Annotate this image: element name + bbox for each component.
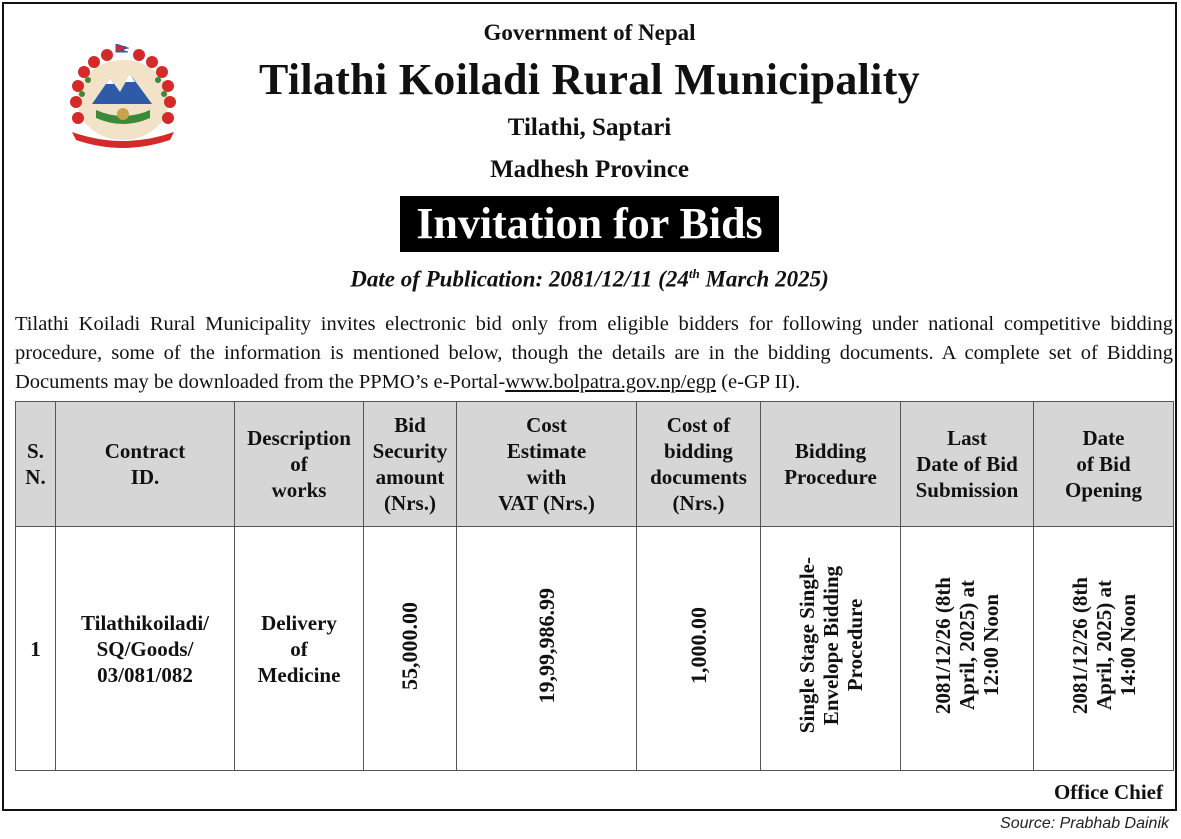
cell-last-submission: 2081/12/26 (8th April, 2025) at 12:00 Noon [901,527,1034,771]
province-heading: Madhesh Province [490,156,689,183]
intro-text-end: (e-GP II). [716,371,801,393]
header-cost-estimate: Cost Estimate with VAT (Nrs.) [457,402,637,527]
header-contract-id: Contract ID. [56,402,235,527]
header-last-submission: Last Date of Bid Submission [901,402,1034,527]
publication-date-sup: th [688,266,700,281]
header-bid-security: Bid Security amount (Nrs.) [364,402,457,527]
header-cost-documents: Cost of bidding documents (Nrs.) [637,402,761,527]
publication-date-prefix: Date of Publication: 2081/12/11 (24 [350,266,689,292]
publication-date-suffix: March 2025) [699,266,829,292]
cell-description: Delivery of Medicine [235,527,364,771]
publication-date [4,266,1175,293]
cell-procedure: Single Stage Single- Envelope Bidding Procedure [761,527,901,771]
location-heading: Tilathi, Saptari [507,114,672,141]
notice-frame [2,2,1177,811]
eportal-link[interactable]: www.bolpatra.gov.np/egp [505,371,717,393]
cell-contract-id: Tilathikoiladi/ SQ/Goods/ 03/081/082 [56,527,235,771]
header-sn: S. N. [16,402,56,527]
notice-title: Invitation for Bids [400,196,778,252]
cell-cost-documents: 1,000.00 [637,527,761,771]
cell-bid-security: 55,000.00 [364,527,457,771]
municipality-title: Tilathi Koiladi Rural Municipality [259,55,920,104]
cell-bid-opening: 2081/12/26 (8th April, 2025) at 14:00 Noon [1034,527,1174,771]
source-credit: Source: Prabhab Dainik [1000,815,1169,832]
header-bidding-procedure: Bidding Procedure [761,402,901,527]
header-description: Description of works [235,402,364,527]
government-heading: Government of Nepal [483,20,696,45]
table-header-row [16,402,1174,527]
bids-table [15,401,1174,771]
table-row [16,527,1174,771]
header-bid-opening: Date of Bid Opening [1034,402,1174,527]
intro-paragraph [15,310,1173,397]
signature: Office Chief [1053,780,1163,804]
notice-title-wrap [4,196,1175,252]
cell-sn: 1 [16,527,56,771]
intro-text: Tilathi Koiladi Rural Municipality invites electronic bid only from eligible bidders for following under national competitive bidding procedure, some of the information is mentioned below, though the details are in the bidding documents. A complete set of Bidding Documents may be downloaded from the PPMO’s e-Portal- [15,313,1173,393]
cell-cost-estimate: 19,99,986.99 [457,527,637,771]
